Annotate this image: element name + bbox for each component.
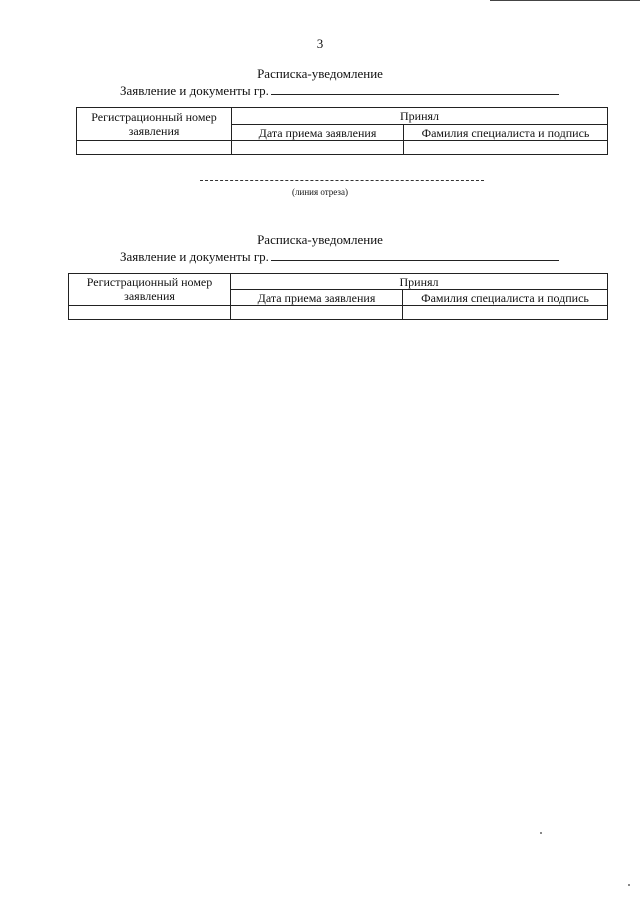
page-number: 3 bbox=[316, 36, 324, 51]
date-received-cell bbox=[231, 306, 403, 320]
accepted-header: Принял bbox=[232, 108, 608, 125]
applicant-label: Заявление и документы гр. bbox=[120, 249, 269, 264]
registration-number-header: Регистрационный номер заявления bbox=[69, 274, 231, 306]
specialist-signature-header: Фамилия специалиста и подпись bbox=[404, 125, 608, 141]
registration-number-cell bbox=[69, 306, 231, 320]
cut-line bbox=[200, 180, 484, 181]
applicant-line bbox=[120, 249, 559, 265]
scan-speck bbox=[628, 884, 630, 886]
applicant-name-blank bbox=[271, 250, 559, 261]
registration-number-cell bbox=[77, 141, 232, 155]
registration-table-2 bbox=[68, 273, 608, 320]
top-edge-rule bbox=[490, 0, 640, 1]
accepted-header: Принял bbox=[231, 274, 608, 290]
registration-table-1 bbox=[76, 107, 608, 155]
applicant-label: Заявление и документы гр. bbox=[120, 83, 269, 98]
applicant-name-blank bbox=[271, 84, 559, 95]
specialist-signature-cell bbox=[404, 141, 608, 155]
applicant-line bbox=[120, 83, 559, 99]
receipt-title: Расписка-уведомление bbox=[257, 66, 383, 81]
registration-number-header: Регистрационный номер заявления bbox=[77, 108, 232, 141]
receipt-title: Расписка-уведомление bbox=[257, 232, 383, 247]
cut-line-label: (линия отреза) bbox=[292, 187, 348, 197]
specialist-signature-header: Фамилия специалиста и подпись bbox=[403, 290, 608, 306]
specialist-signature-cell bbox=[403, 306, 608, 320]
date-received-header: Дата приема заявления bbox=[231, 290, 403, 306]
date-received-cell bbox=[232, 141, 404, 155]
scan-speck bbox=[540, 832, 542, 834]
date-received-header: Дата приема заявления bbox=[232, 125, 404, 141]
